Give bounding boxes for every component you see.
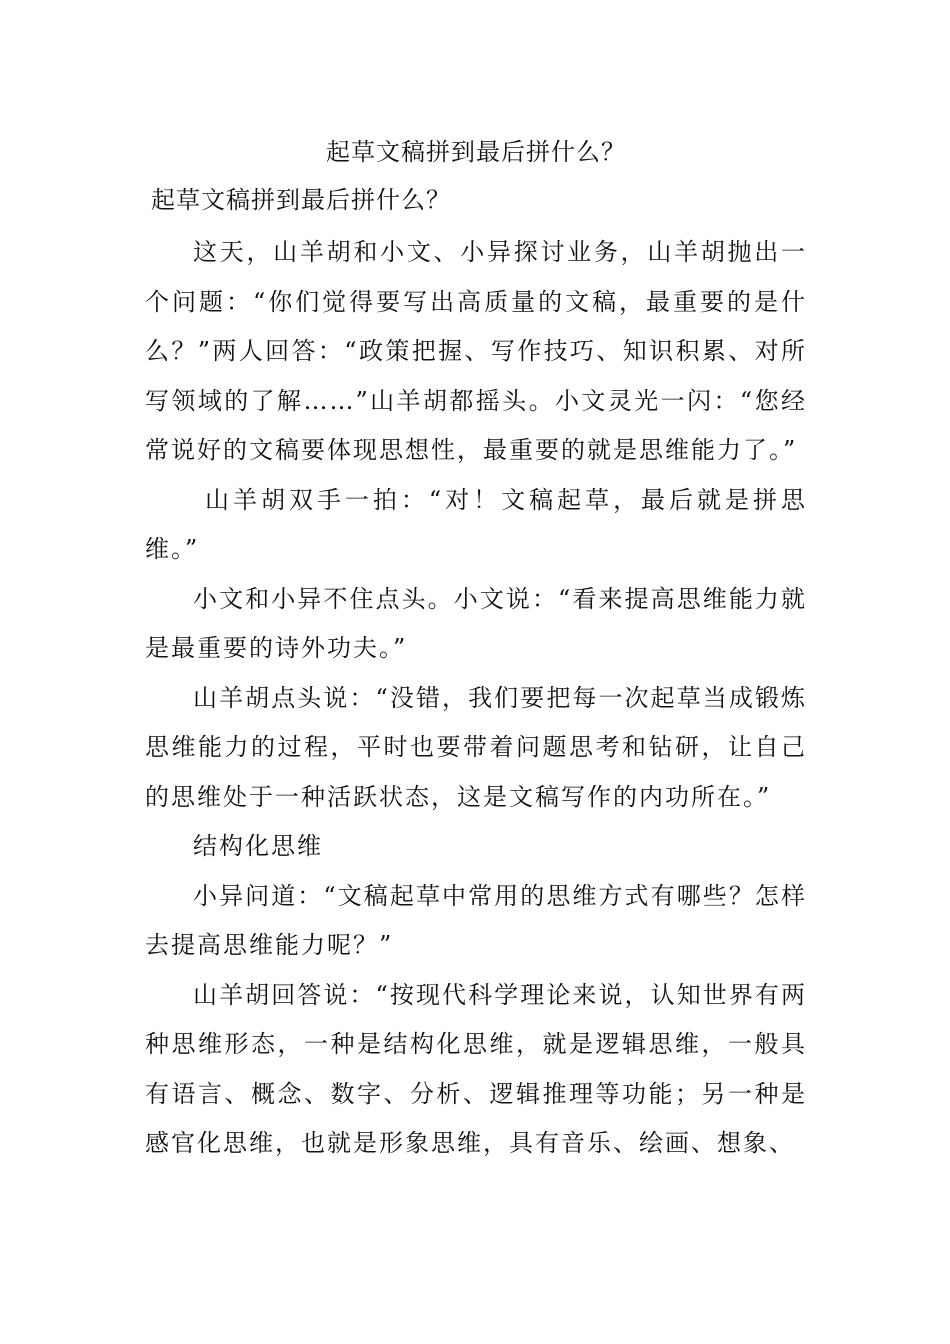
paragraph-1: 这天，山羊胡和小文、小异探讨业务，山羊胡抛出一个问题：“你们觉得要写出高质量的文稿，最重要的是什么？”两人回答：“政策把握、写作技巧、知识积累、对所写领域的了解……”山羊胡都摇头。小文灵光一闪：“您经常说好的文稿要体现思想性，最重要的就是思维能力了。” <box>145 238 807 464</box>
section-heading: 结构化思维 <box>193 832 323 860</box>
paragraph-2: 山羊胡双手一拍：“对！文稿起草，最后就是拼思维。” <box>145 485 807 563</box>
paragraph-4: 山羊胡点头说：“没错，我们要把每一次起草当成锻炼思维能力的过程，平时也要带着问题思考和钻研，让自己的思维处于一种活跃状态，这是文稿写作的内功所在。” <box>145 683 807 811</box>
paragraph-6: 山羊胡回答说：“按现代科学理论来说，认知世界有两种思维形态，一种是结构化思维，就是逻辑思维，一般具有语言、概念、数字、分析、逻辑推理等功能；另一种是感官化思维，也就是形象思维，具有音乐、绘画、想象、 <box>145 980 807 1157</box>
document-page <box>145 128 807 1169</box>
paragraph-5: 小异问道：“文稿起草中常用的思维方式有哪些？怎样去提高思维能力呢？” <box>145 881 807 959</box>
paragraph-3: 小文和小异不住点头。小文说：“看来提高思维能力就是最重要的诗外功夫。” <box>145 584 807 662</box>
document-subtitle: 起草文稿拼到最后拼什么？ <box>151 186 451 214</box>
document-title: 起草文稿拼到最后拼什么？ <box>326 138 626 166</box>
